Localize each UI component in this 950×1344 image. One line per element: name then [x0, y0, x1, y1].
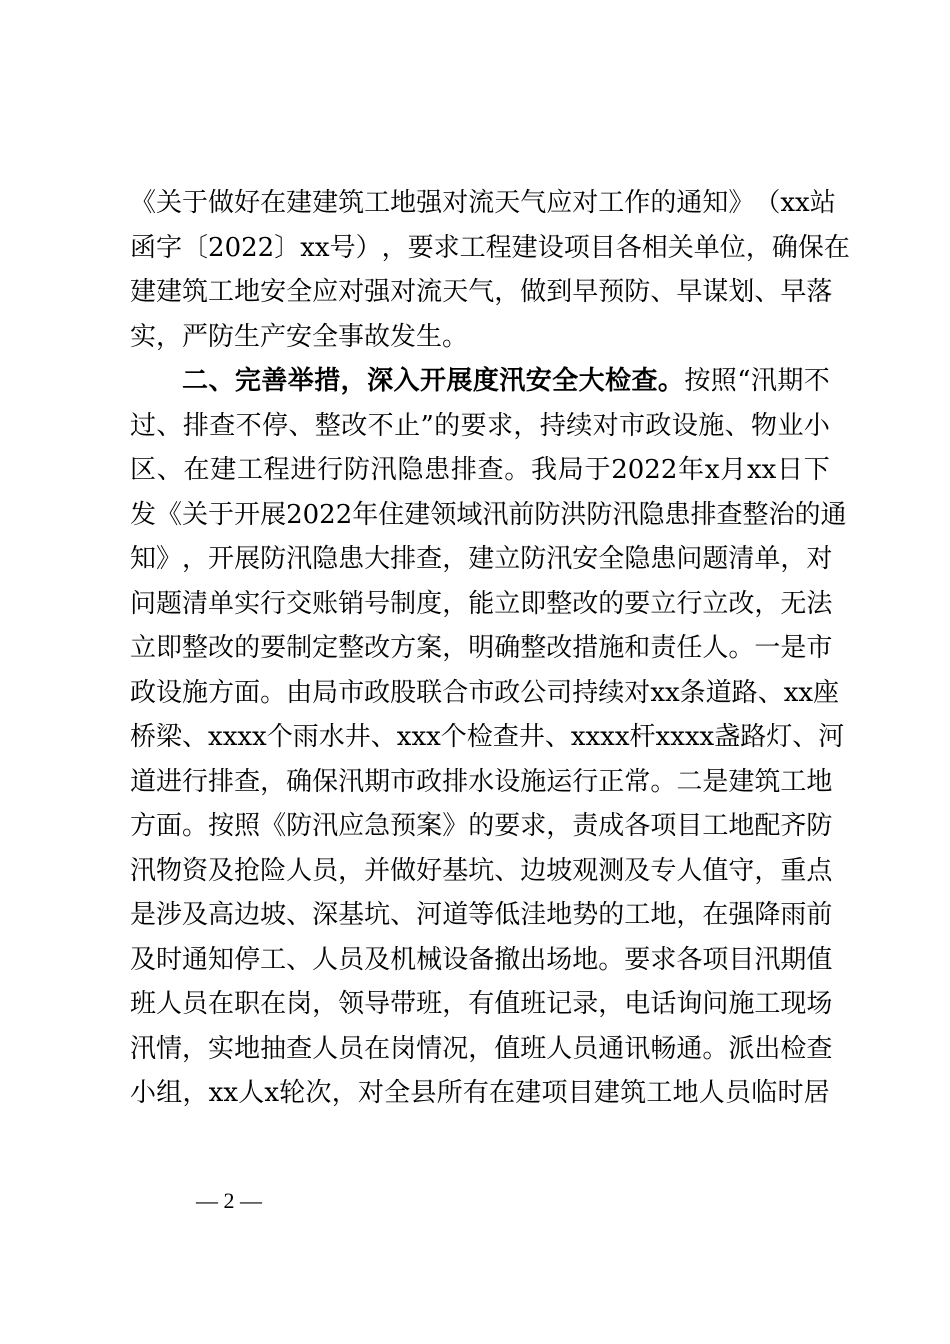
section-heading-char: 开 — [419, 366, 446, 396]
section-heading-char: 安 — [525, 366, 552, 396]
section-heading-line — [130, 359, 830, 404]
section-heading-char: 。 — [657, 366, 684, 396]
paragraph-line: 过 、 排 查 不 停 、 整 改 不 止 ” 的 要 求 ， 持 续 对 市 政 设 施 、 物 业 小 — [130, 410, 830, 441]
paragraph-line: 区 、 在 建 工 程 进 行 防 汛 隐 患 排 查 。 我 局 于 2022 年 x 月 xx 日 下 — [130, 455, 830, 485]
paragraph-line: 汛 物 资 及 抢 险 人 员 ， 并 做 好 基 坑 、 边 坡 观 测 及 专 人 值 守 ， 重 点 — [130, 855, 833, 886]
paragraph-line: 方 面 。 按 照 《 防 汛 应 急 预 案 》 的 要 求 ， 责 成 各 项 目 工 地 配 齐 防 — [130, 811, 833, 841]
section-heading-char: ， — [340, 366, 367, 396]
section-heading-char: 入 — [393, 366, 420, 396]
body-text — [130, 181, 850, 1116]
paragraph-line: 桥 梁 、 xxxx 个 雨 水 井 、 xxx 个 检 查 井 、 xxxx 杆 xxxx 盏 路 灯 、 河 — [130, 722, 845, 752]
section-heading-char: 善 — [261, 366, 288, 396]
paragraph-line: 函 字 〔 2022 〕 xx 号 ） ， 要 求 工 程 建 设 项 目 各 相 关 单 位 ， 确 保 在 — [130, 232, 850, 263]
paragraph-line: 是 涉 及 高 边 坡 、 深 基 坑 、 河 道 等 低 洼 地 势 的 工 地 ， 在 强 降 雨 前 — [130, 900, 833, 930]
section-heading-char: 大 — [578, 366, 605, 396]
paragraph-char: 不 — [803, 366, 830, 396]
page-number: — 2 — — [196, 1188, 262, 1213]
paragraph-line: 实，严防生产安全事故发生。 — [130, 321, 469, 352]
paragraph-line: 道 进 行 排 查 ， 确 保 汛 期 市 政 排 水 设 施 运 行 正 常 。 二 是 建 筑 工 地 — [130, 766, 833, 797]
section-heading-char: 检 — [605, 366, 632, 396]
paragraph-line: 建 建 筑 工 地 安 全 应 对 强 对 流 天 气 ， 做 到 早 预 防 、 早 谋 划 、 早 落 — [130, 277, 833, 307]
section-heading-char: 完 — [234, 366, 261, 396]
paragraph-line: 汛 情 ， 实 地 抽 查 人 员 在 岗 情 况 ， 值 班 人 员 通 讯 畅 通 。 派 出 检 查 — [130, 1033, 833, 1064]
section-heading-char: 举 — [287, 366, 314, 396]
paragraph-line: 及 时 通 知 停 工 、 人 员 及 机 械 设 备 撤 出 场 地 。 要 求 各 项 目 汛 期 值 — [130, 944, 833, 975]
paragraph-line: 政 设 施 方 面 。 由 局 市 政 股 联 合 市 政 公 司 持 续 对 xx 条 道 路 、 xx 座 — [130, 677, 840, 708]
paragraph-line: 班 人 员 在 职 在 岗 ， 领 导 带 班 ， 有 值 班 记 录 ， 电 话 询 问 施 工 现 场 — [130, 989, 833, 1019]
section-heading-char: 汛 — [499, 366, 526, 396]
section-heading-char: 查 — [631, 366, 658, 396]
section-heading-char: 、 — [208, 366, 235, 396]
section-heading-char: 措 — [314, 366, 341, 396]
section-heading-char: 度 — [472, 366, 499, 396]
section-heading-char: 深 — [367, 366, 394, 396]
paragraph-char: 期 — [777, 366, 804, 396]
paragraph-char: 按 — [684, 366, 711, 396]
section-heading-char: 二 — [182, 366, 209, 396]
paragraph-char: “ — [737, 366, 751, 396]
paragraph-line: 问 题 清 单 实 行 交 账 销 号 制 度 ， 能 立 即 整 改 的 要 立 行 立 改 ， 无 法 — [130, 588, 833, 619]
paragraph-line: 小 组 ， xx 人 x 轮 次 ， 对 全 县 所 有 在 建 项 目 建 筑 工 地 人 员 临 时 居 — [130, 1078, 830, 1108]
paragraph-line: 知 》 ， 开 展 防 汛 隐 患 大 排 查 ， 建 立 防 汛 安 全 隐 患 问 题 清 单 ， 对 — [130, 544, 833, 574]
section-heading-char: 展 — [446, 366, 473, 396]
paragraph-char: 汛 — [750, 366, 777, 396]
paragraph-line: 立 即 整 改 的 要 制 定 整 改 方 案 ， 明 确 整 改 措 施 和 责 任 人 。 一 是 市 — [130, 633, 833, 663]
paragraph-line: 《 关 于 做 好 在 建 建 筑 工 地 强 对 流 天 气 应 对 工 作 的 通 知 》 （ xx 站 — [130, 188, 836, 218]
paragraph-line: 发 《 关 于 开 展 2022 年 住 建 领 域 汛 前 防 洪 防 汛 隐 患 排 查 整 治 的 通 — [130, 499, 847, 530]
section-heading-char: 全 — [552, 366, 579, 396]
paragraph-char: 照 — [710, 366, 737, 396]
